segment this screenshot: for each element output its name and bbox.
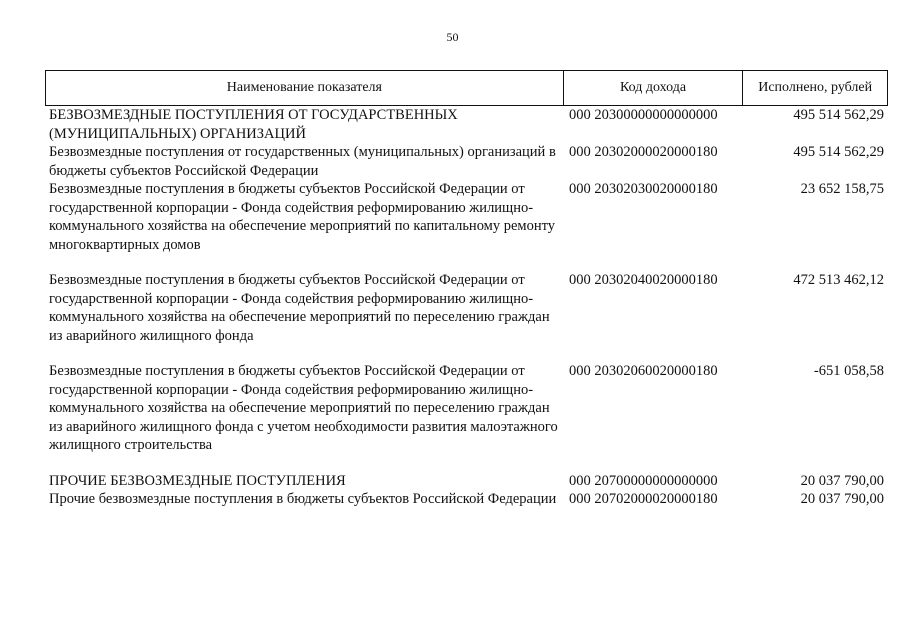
row-amount: 495 514 562,29 xyxy=(793,107,884,123)
table-row xyxy=(45,143,888,180)
table-header xyxy=(45,70,888,106)
row-code: 000 20700000000000000 xyxy=(569,472,718,489)
table-row xyxy=(45,180,888,254)
page-number: 50 xyxy=(446,30,459,44)
table-row xyxy=(45,472,888,491)
header-name: Наименование показателя xyxy=(226,80,382,95)
table-row xyxy=(45,271,888,345)
table-row xyxy=(45,106,888,143)
row-code: 000 20302030020000180 xyxy=(569,181,718,197)
row-amount: 495 514 562,29 xyxy=(793,144,884,160)
row-amount: -651 058,58 xyxy=(813,363,884,379)
header-amount: Исполнено, рублей xyxy=(742,71,887,105)
row-code: 000 20302040020000180 xyxy=(569,272,718,288)
row-amount: 20 037 790,00 xyxy=(800,472,884,489)
row-amount: 23 652 158,75 xyxy=(800,181,884,197)
row-name: Прочие безвозмездные поступления в бюджеты субъектов Российской Федерации xyxy=(49,491,557,507)
row-code: 000 20702000020000180 xyxy=(569,491,718,507)
row-amount: 20 037 790,00 xyxy=(800,491,884,507)
row-amount: 472 513 462,12 xyxy=(793,272,884,288)
row-name: Безвозмездные поступления в бюджеты субъектов Российской Федерации от государственной корпорации - Фонда содействия реформированию жилищно-коммунального хозяйства на обеспечение мероприятий по переселению граждан из аварийного жилищного фонда с учетом необходимости развития малоэтажного жилищного строительства xyxy=(49,363,558,453)
table-row xyxy=(45,490,888,509)
row-name: БЕЗВОЗМЕЗДНЫЕ ПОСТУПЛЕНИЯ ОТ ГОСУДАРСТВЕННЫХ (МУНИЦИПАЛЬНЫХ) ОРГАНИЗАЦИЙ xyxy=(49,107,458,142)
row-name: Безвозмездные поступления от государственных (муниципальных) организаций в бюджеты субъектов Российской Федерации xyxy=(49,144,556,179)
row-code: 000 20302000020000180 xyxy=(569,144,718,160)
row-code: 000 20302060020000180 xyxy=(569,363,718,379)
table-row xyxy=(45,362,888,455)
revenue-table xyxy=(45,70,888,509)
row-name: ПРОЧИЕ БЕЗВОЗМЕЗДНЫЕ ПОСТУПЛЕНИЯ xyxy=(49,472,346,489)
row-name: Безвозмездные поступления в бюджеты субъектов Российской Федерации от государственной корпорации - Фонда содействия реформированию жилищно-коммунального хозяйства на обеспечение мероприятий по переселению граждан из аварийного жилищного фонда xyxy=(49,272,550,344)
header-code: Код дохода xyxy=(563,71,743,105)
row-name: Безвозмездные поступления в бюджеты субъектов Российской Федерации от государственной корпорации - Фонда содействия реформированию жилищно-коммунального хозяйства на обеспечение мероприятий по капитальному ремонту многоквартирных домов xyxy=(49,181,555,253)
row-code: 000 20300000000000000 xyxy=(569,107,718,123)
